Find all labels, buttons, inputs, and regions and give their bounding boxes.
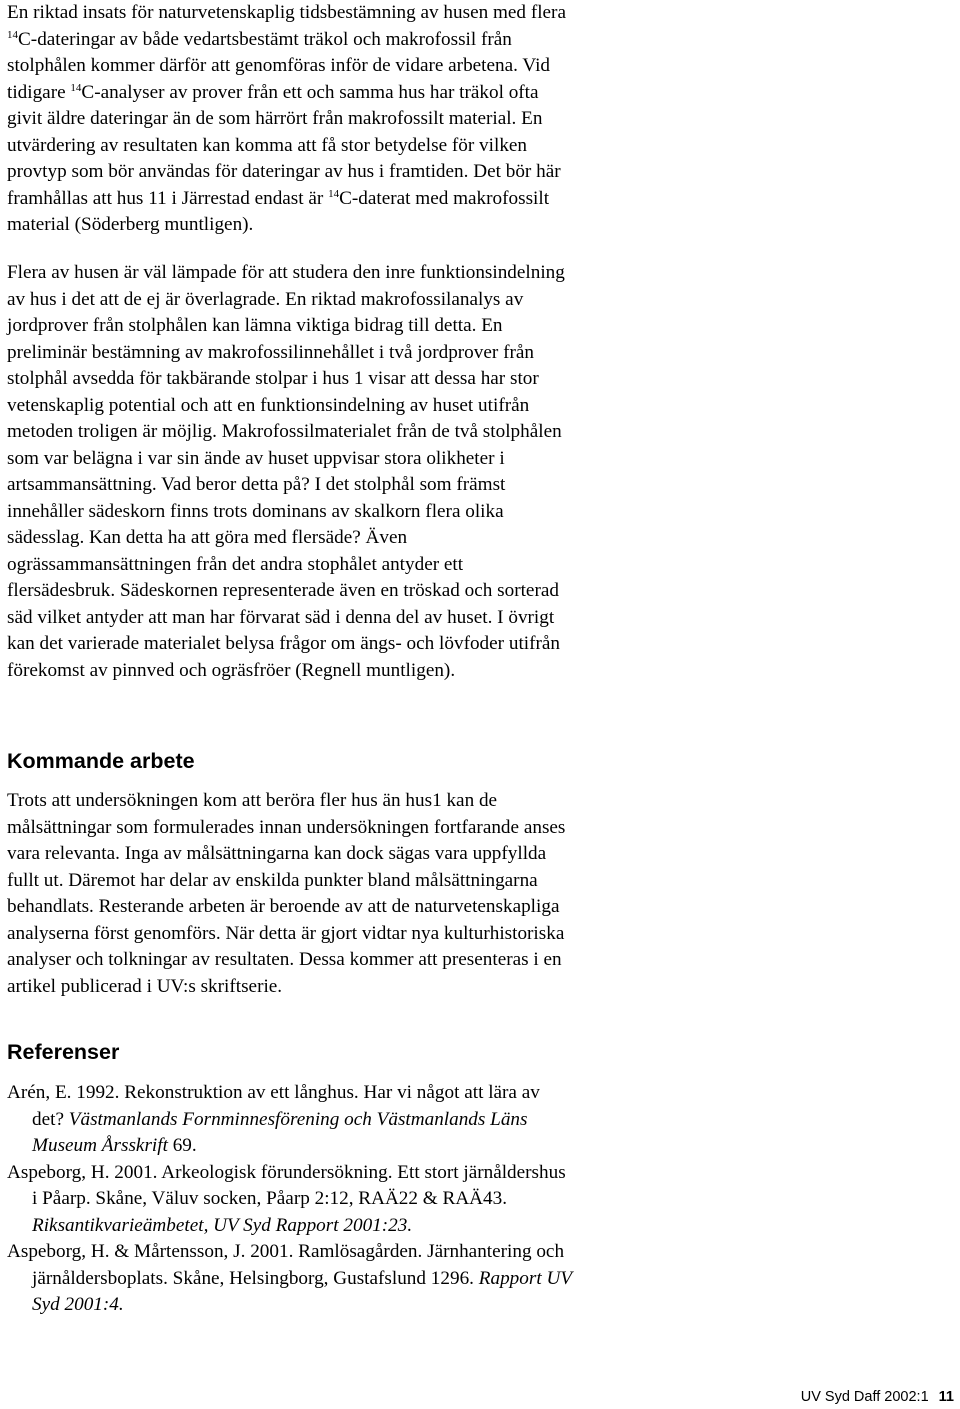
- text-line: framhållas att hus 11 i Järrestad endast är $^{14}$C-daterat med makrofossilt: [7, 187, 550, 209]
- text-line: preliminär bestämning av makrofossilinnehållet i två jordprover från: [7, 341, 534, 363]
- text-line: kan det varierade materialet belysa frågor om ängs- och lövfoder utifrån: [7, 633, 560, 654]
- text-line: målsättningar som formulerades innan undersökningen fortfarande anses: [7, 816, 566, 838]
- reference-line: det? Västmanlands Fornminnesförening och Västmanlands Läns: [32, 1108, 528, 1130]
- text-line: metoden troligen är möjlig. Makrofossilmaterialet från de två stolphålen: [7, 421, 562, 442]
- reference-line: i Påarp. Skåne, Väluv socken, Påarp 2:12, RAÄ22 & RAÄ43.: [32, 1188, 508, 1209]
- text-line: ogrässammansättningen från det andra stophålet antyder ett: [7, 553, 464, 575]
- heading-referenser: Referenser: [7, 1040, 120, 1064]
- reference-entry: [7, 1239, 667, 1319]
- text-line: provtyp som bör användas för dateringar av hus i framtiden. Det bör här: [7, 161, 561, 182]
- text-line: förekomst av pinnved och ogräsfröer (Regnell muntligen).: [7, 659, 456, 681]
- text-line: stolphål avsedda för takbärande stolpar i hus 1 visar att dessa har stor: [7, 368, 539, 389]
- text-line: Flera av husen är väl lämpade för att studera den inre funktionsindelning: [7, 262, 565, 283]
- reference-line: Aspeborg, H. & Mårtensson, J. 2001. Ramlösagården. Järnhantering och: [7, 1241, 565, 1262]
- text-line: tidigare $^{14}$C-analyser av prover från ett och samma hus har träkol ofta: [7, 81, 539, 103]
- reference-line: Aspeborg, H. 2001. Arkeologisk förundersökning. Ett stort järnåldershus: [7, 1161, 566, 1183]
- text-line: behandlats. Resterande arbeten är beroende av att de naturvetenskapliga: [7, 896, 560, 917]
- text-line: material (Söderberg muntligen).: [7, 214, 254, 235]
- paragraph-future-work: [7, 788, 667, 1000]
- text-line: Trots att undersökningen kom att beröra fler hus än hus1 kan de: [7, 790, 498, 811]
- text-line: säd vilket antyder att man har förvarat säd i denna del av huset. I övrigt: [7, 606, 555, 628]
- paragraph-dating-strategy: [7, 0, 667, 239]
- text-line: innehåller sädeskorn finns trots dominans av skalkorn flera olika: [7, 500, 504, 522]
- text-line: stolphålen kommer därför att genomföras inför de vidare arbetena. Vid: [7, 55, 551, 76]
- reference-line: Riksantikvarieämbetet, UV Syd Rapport 2001:23.: [32, 1214, 413, 1236]
- text-line: sädesslag. Kan detta ha att göra med flersäde? Även: [7, 527, 408, 548]
- reference-line: Syd 2001:4.: [32, 1294, 124, 1315]
- reference-entry: [7, 1080, 667, 1160]
- text-line: fullt ut. Däremot har delar av enskilda punkter bland målsättningarna: [7, 869, 538, 891]
- text-line: flersädesbruk. Sädeskornen representerade även en tröskad och sorterad: [7, 580, 559, 601]
- text-line: av hus i det att de ej är överlagrade. En riktad makrofossilanalys av: [7, 288, 524, 310]
- heading-kommande-arbete: Kommande arbete: [7, 749, 195, 773]
- text-line: vara relevanta. Inga av målsättningarna kan dock sägas vara uppfyllda: [7, 843, 547, 864]
- reference-entry: [7, 1160, 667, 1240]
- page-number: 11: [938, 1389, 954, 1405]
- reference-line: Arén, E. 1992. Rekonstruktion av ett långhus. Har vi något att lära av: [7, 1082, 540, 1103]
- paragraph-function-division: [7, 260, 667, 684]
- reference-line: järnåldersboplats. Skåne, Helsingborg, Gustafslund 1296. Rapport UV: [32, 1267, 573, 1289]
- text-line: vetenskaplig potential och att en funktionsindelning av huset utifrån: [7, 394, 530, 416]
- page-footer: [801, 1388, 954, 1406]
- text-line: givit äldre dateringar än de som härrört från makrofossilt material. En: [7, 108, 543, 129]
- footer-series: UV Syd Daff 2002:1: [800, 1389, 929, 1405]
- text-line: analyser och tolkningar av resultaten. Dessa kommer att presenteras i en: [7, 949, 562, 970]
- reference-line: Museum Årsskrift 69.: [32, 1135, 197, 1156]
- text-line: analyserna först genomförs. När detta är gjort vidtar nya kulturhistoriska: [7, 922, 565, 944]
- text-line: utvärdering av resultaten kan komma att få stor betydelse för vilken: [7, 134, 528, 156]
- text-line: artikel publicerad i UV:s skriftserie.: [7, 975, 283, 997]
- text-line: $^{14}$C-dateringar av både vedartsbestämt träkol och makrofossil från: [7, 28, 512, 50]
- text-line: jordprover från stolphålen kan lämna viktiga bidrag till detta. En: [7, 315, 503, 336]
- text-line: En riktad insats för naturvetenskaplig tidsbestämning av husen med flera: [7, 2, 566, 23]
- text-line: artsammansättning. Vad beror detta på? I det stolphål som främst: [7, 474, 506, 495]
- text-line: som var belägna i var sin ände av huset uppvisar stora olikheter i: [7, 447, 505, 469]
- reference-list: [7, 1080, 667, 1319]
